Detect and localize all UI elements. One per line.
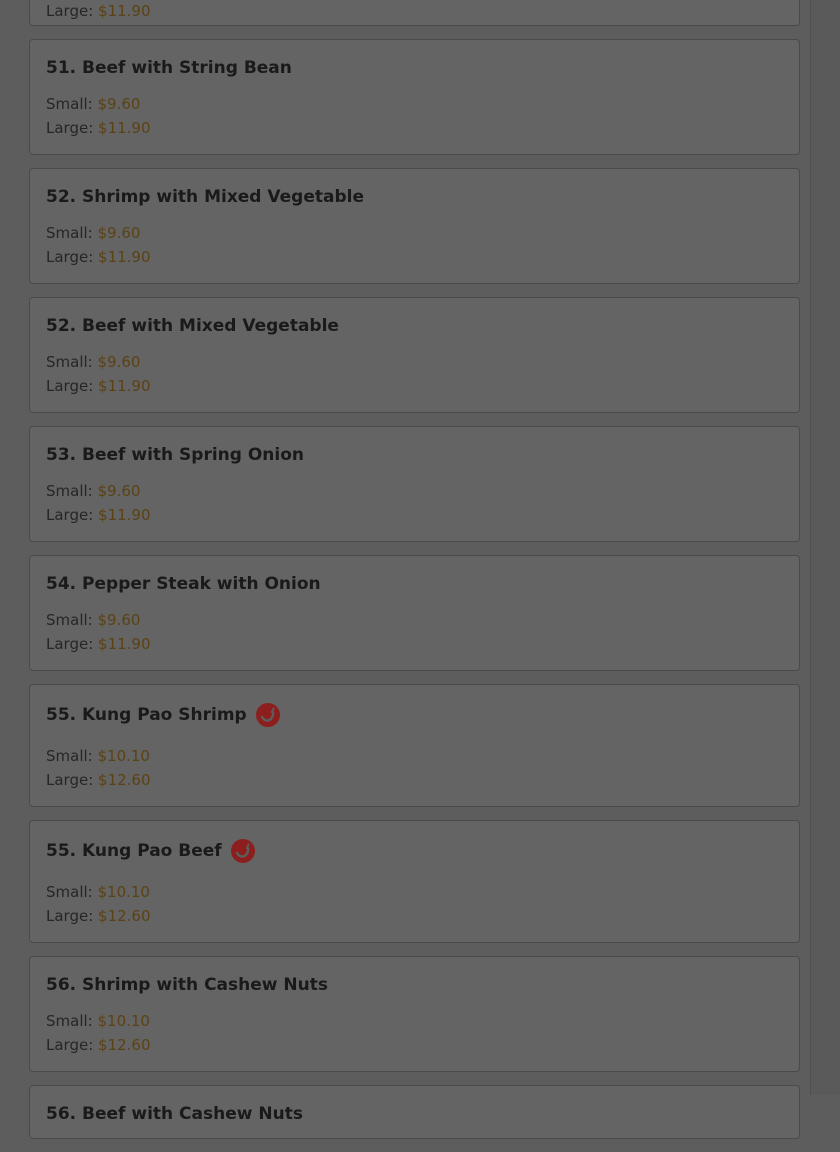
large-price-row [46, 1033, 783, 1057]
menu-item-title: 56. Beef with Cashew Nuts [46, 1104, 303, 1124]
small-price: $9.60 [97, 482, 141, 500]
large-price: $11.90 [98, 2, 151, 20]
large-label: Large: [46, 2, 99, 20]
large-price: $11.90 [98, 635, 151, 653]
menu-item-card[interactable] [29, 956, 800, 1072]
large-price-row [46, 768, 783, 792]
large-label: Large: [46, 506, 99, 524]
large-price-row [46, 632, 783, 656]
large-price: $11.90 [98, 506, 151, 524]
small-price-row [46, 221, 783, 245]
large-label: Large: [46, 248, 99, 266]
large-price-row [46, 245, 783, 269]
menu-item-title: 53. Beef with Spring Onion [46, 445, 305, 465]
menu-item-card[interactable] [29, 820, 800, 943]
small-price: $10.10 [97, 883, 150, 901]
large-price: $11.90 [98, 119, 151, 137]
large-label: Large: [46, 635, 99, 653]
large-price-row [46, 374, 783, 398]
menu-item-title: 51. Beef with String Bean [46, 58, 292, 78]
menu-item-card[interactable] [29, 297, 800, 413]
menu-item-card[interactable] [29, 168, 800, 284]
large-price-row [46, 503, 783, 527]
menu-item-card[interactable] [29, 426, 800, 542]
large-price-row [46, 116, 783, 140]
menu-item-title: 55. Kung Pao Beef [46, 839, 783, 863]
small-price-row [46, 350, 783, 374]
menu-item-card[interactable] [29, 0, 800, 26]
small-price-row [46, 1009, 783, 1033]
large-label: Large: [46, 907, 99, 925]
small-label: Small: [46, 611, 98, 629]
small-price-row [46, 608, 783, 632]
menu-item-title: 55. Kung Pao Shrimp [46, 703, 783, 727]
large-price: $12.60 [98, 907, 151, 925]
small-price: $9.60 [97, 95, 141, 113]
menu-item-title: 52. Shrimp with Mixed Vegetable [46, 187, 364, 207]
large-label: Large: [46, 1036, 99, 1054]
small-label: Small: [46, 1012, 98, 1030]
small-price: $9.60 [97, 224, 141, 242]
large-label: Large: [46, 119, 99, 137]
menu-item-card[interactable] [29, 555, 800, 671]
small-label: Small: [46, 482, 98, 500]
small-label: Small: [46, 224, 98, 242]
large-price: $11.90 [98, 377, 151, 395]
small-label: Small: [46, 95, 98, 113]
small-label: Small: [46, 747, 98, 765]
large-price: $12.60 [98, 1036, 151, 1054]
small-price: $9.60 [97, 611, 141, 629]
chili-pepper-icon [256, 703, 280, 727]
small-label: Small: [46, 883, 98, 901]
large-price-row [46, 0, 783, 23]
menu-list [29, 0, 800, 1152]
small-price-row [46, 92, 783, 116]
menu-item-card[interactable] [29, 1085, 800, 1139]
small-price-row [46, 479, 783, 503]
large-label: Large: [46, 377, 99, 395]
small-price: $10.10 [97, 1012, 150, 1030]
large-price: $12.60 [98, 771, 151, 789]
large-price-row [46, 904, 783, 928]
small-label: Small: [46, 353, 98, 371]
menu-item-title: 54. Pepper Steak with Onion [46, 574, 321, 594]
small-price-row [46, 880, 783, 904]
chili-pepper-icon [231, 839, 255, 863]
menu-item-title: 52. Beef with Mixed Vegetable [46, 316, 339, 336]
side-panel-edge [810, 0, 840, 1095]
menu-item-title: 56. Shrimp with Cashew Nuts [46, 975, 328, 995]
small-price: $10.10 [97, 747, 150, 765]
large-price: $11.90 [98, 248, 151, 266]
menu-item-card[interactable] [29, 684, 800, 807]
menu-item-card[interactable] [29, 39, 800, 155]
small-price-row [46, 744, 783, 768]
small-price: $9.60 [97, 353, 141, 371]
large-label: Large: [46, 771, 99, 789]
